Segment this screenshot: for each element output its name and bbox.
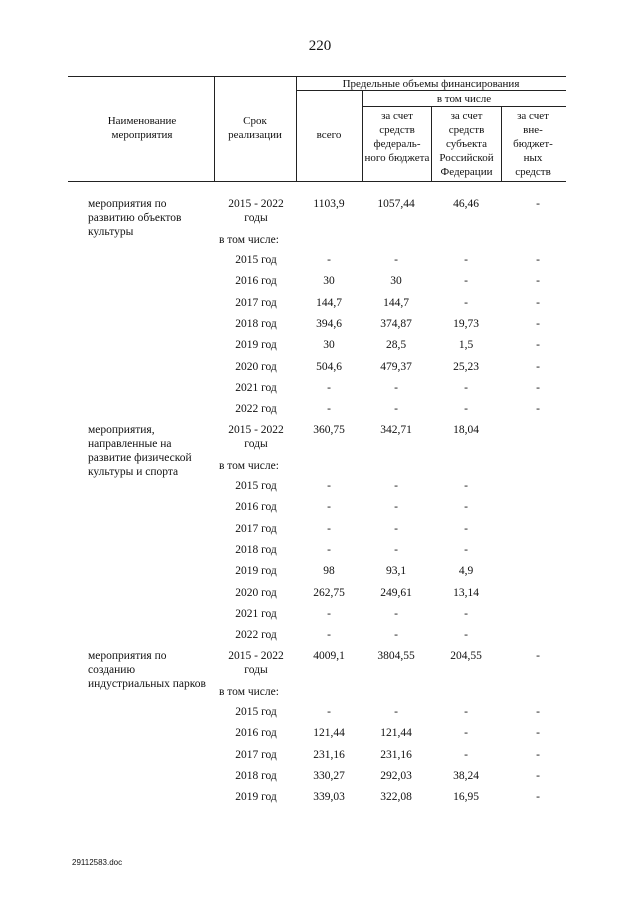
year-value: - bbox=[394, 381, 398, 394]
year-label: 2019 год bbox=[235, 339, 277, 352]
year-value: - bbox=[327, 501, 331, 514]
year-label: 2016 год bbox=[235, 727, 277, 740]
year-value: 479,37 bbox=[380, 360, 412, 373]
year-value: 38,24 bbox=[453, 769, 479, 782]
year-value: - bbox=[536, 296, 540, 309]
year-label: 2019 год bbox=[235, 565, 277, 578]
year-label: 2022 год bbox=[235, 403, 277, 416]
year-value: - bbox=[536, 727, 540, 740]
including-label: в том числе: bbox=[219, 686, 279, 698]
year-value: - bbox=[394, 480, 398, 492]
year-value: - bbox=[536, 339, 540, 352]
year-label: 2020 год bbox=[235, 360, 277, 373]
year-value: 16,95 bbox=[453, 791, 479, 804]
header-total: всего bbox=[316, 129, 342, 141]
year-value: - bbox=[327, 403, 331, 416]
year-value: - bbox=[394, 543, 398, 556]
year-label: 2019 год bbox=[235, 791, 277, 804]
year-value: - bbox=[464, 480, 468, 492]
year-value: - bbox=[536, 360, 540, 373]
year-label: 2020 год bbox=[235, 586, 277, 599]
year-value: 292,03 bbox=[380, 769, 412, 782]
year-value: - bbox=[394, 501, 398, 514]
year-value: 4,9 bbox=[458, 565, 474, 578]
year-value: 98 bbox=[323, 565, 335, 578]
header-vline-4 bbox=[431, 106, 432, 181]
year-label: 2015 год bbox=[235, 480, 277, 492]
total-value: 1103,9 bbox=[313, 198, 345, 210]
header-extra: за счет вне-бюджет-ных средств bbox=[513, 110, 553, 178]
year-value: - bbox=[536, 403, 540, 416]
year-value: 144,7 bbox=[383, 296, 409, 309]
year-value: - bbox=[327, 543, 331, 556]
year-value: - bbox=[464, 381, 468, 394]
year-value: - bbox=[464, 296, 468, 309]
year-label: 2018 год bbox=[235, 769, 277, 782]
year-value: - bbox=[464, 254, 468, 266]
year-value: - bbox=[464, 607, 468, 620]
header-regional: за счет средств субъекта Российской Федерации bbox=[439, 110, 494, 178]
year-value: - bbox=[327, 706, 331, 718]
year-value: 394,6 bbox=[316, 317, 342, 330]
year-label: 2015 год bbox=[235, 254, 277, 266]
total-value: - bbox=[536, 198, 540, 210]
year-value: 25,23 bbox=[453, 360, 479, 373]
year-label: 2018 год bbox=[235, 317, 277, 330]
year-value: 30 bbox=[323, 339, 335, 352]
year-value: 231,16 bbox=[313, 748, 345, 761]
year-value: 121,44 bbox=[380, 727, 412, 740]
year-value: - bbox=[464, 706, 468, 718]
total-value: - bbox=[536, 650, 540, 662]
year-value: - bbox=[464, 543, 468, 556]
year-value: - bbox=[536, 254, 540, 266]
year-value: - bbox=[464, 403, 468, 416]
year-value: - bbox=[394, 522, 398, 535]
year-value: - bbox=[394, 403, 398, 416]
header-vline-1 bbox=[214, 76, 215, 181]
total-value: 3804,55 bbox=[377, 650, 415, 662]
year-value: - bbox=[394, 254, 398, 266]
activity-name: мероприятия, направленные на развитие физической культуры и спорта bbox=[88, 424, 192, 478]
year-label: 2021 год bbox=[235, 607, 277, 620]
total-value: 46,46 bbox=[453, 198, 479, 210]
header-bottom-border bbox=[68, 181, 566, 182]
year-value: 30 bbox=[390, 275, 402, 288]
year-value: - bbox=[327, 254, 331, 266]
year-value: - bbox=[536, 791, 540, 804]
header-including: в том числе bbox=[436, 93, 492, 105]
header-name-column: Наименование мероприятия bbox=[107, 115, 177, 141]
total-value: 1057,44 bbox=[377, 198, 415, 210]
document-id: 29112583.doc bbox=[72, 858, 123, 867]
year-value: 330,27 bbox=[313, 769, 345, 782]
activity-name: мероприятия по развитию объектов культуры bbox=[88, 198, 182, 238]
period-range: 2015 - 2022 годы bbox=[228, 198, 284, 224]
year-value: - bbox=[394, 706, 398, 718]
including-label: в том числе: bbox=[219, 460, 279, 472]
header-vline-3 bbox=[362, 90, 363, 181]
year-value: - bbox=[327, 522, 331, 535]
year-value: 322,08 bbox=[380, 791, 412, 804]
year-value: 249,61 bbox=[380, 586, 412, 599]
year-label: 2017 год bbox=[235, 522, 277, 535]
header-period-column: Срок реализации bbox=[228, 115, 282, 141]
year-value: - bbox=[536, 275, 540, 288]
year-value: - bbox=[536, 748, 540, 761]
year-label: 2021 год bbox=[235, 381, 277, 394]
year-label: 2016 год bbox=[235, 275, 277, 288]
year-value: 28,5 bbox=[385, 339, 407, 352]
header-including-divider bbox=[362, 106, 566, 107]
year-value: - bbox=[536, 381, 540, 394]
activity-name: мероприятия по созданию индустриальных парков bbox=[88, 650, 206, 690]
year-value: - bbox=[464, 501, 468, 514]
year-label: 2016 год bbox=[235, 501, 277, 514]
year-value: 93,1 bbox=[385, 565, 407, 578]
total-value: 18,04 bbox=[453, 424, 479, 436]
header-vline-5 bbox=[501, 106, 502, 181]
year-value: 19,73 bbox=[453, 317, 479, 330]
year-value: - bbox=[394, 629, 398, 642]
year-label: 2017 год bbox=[235, 748, 277, 761]
year-value: 339,03 bbox=[313, 791, 345, 804]
year-value: - bbox=[394, 607, 398, 620]
year-label: 2018 год bbox=[235, 543, 277, 556]
year-value: - bbox=[464, 522, 468, 535]
year-label: 2015 год bbox=[235, 706, 277, 718]
total-value: 4009,1 bbox=[313, 650, 345, 662]
year-value: - bbox=[464, 275, 468, 288]
year-label: 2022 год bbox=[235, 629, 277, 642]
header-vline-2 bbox=[296, 76, 297, 181]
year-value: 504,6 bbox=[316, 360, 342, 373]
year-value: - bbox=[536, 769, 540, 782]
period-range: 2015 - 2022 годы bbox=[228, 650, 284, 676]
total-value: 360,75 bbox=[313, 424, 345, 436]
total-value: 342,71 bbox=[380, 424, 412, 436]
year-value: 144,7 bbox=[316, 296, 342, 309]
page-number: 220 bbox=[308, 38, 332, 54]
header-federal: за счет средств федераль-ного бюджета bbox=[364, 110, 430, 164]
year-value: - bbox=[536, 706, 540, 718]
year-value: - bbox=[464, 727, 468, 740]
including-label: в том числе: bbox=[219, 234, 279, 246]
year-value: - bbox=[327, 480, 331, 492]
year-value: 262,75 bbox=[313, 586, 345, 599]
header-limits: Предельные объемы финансирования bbox=[342, 78, 520, 90]
year-label: 2017 год bbox=[235, 296, 277, 309]
year-value: 13,14 bbox=[453, 586, 479, 599]
year-value: 1,5 bbox=[458, 339, 474, 352]
total-value: 204,55 bbox=[450, 650, 482, 662]
year-value: 231,16 bbox=[380, 748, 412, 761]
year-value: - bbox=[464, 629, 468, 642]
year-value: 374,87 bbox=[380, 317, 412, 330]
year-value: 30 bbox=[323, 275, 335, 288]
year-value: - bbox=[464, 748, 468, 761]
period-range: 2015 - 2022 годы bbox=[228, 424, 284, 450]
year-value: - bbox=[327, 381, 331, 394]
year-value: - bbox=[327, 607, 331, 620]
year-value: - bbox=[327, 629, 331, 642]
year-value: 121,44 bbox=[313, 727, 345, 740]
year-value: - bbox=[536, 317, 540, 330]
